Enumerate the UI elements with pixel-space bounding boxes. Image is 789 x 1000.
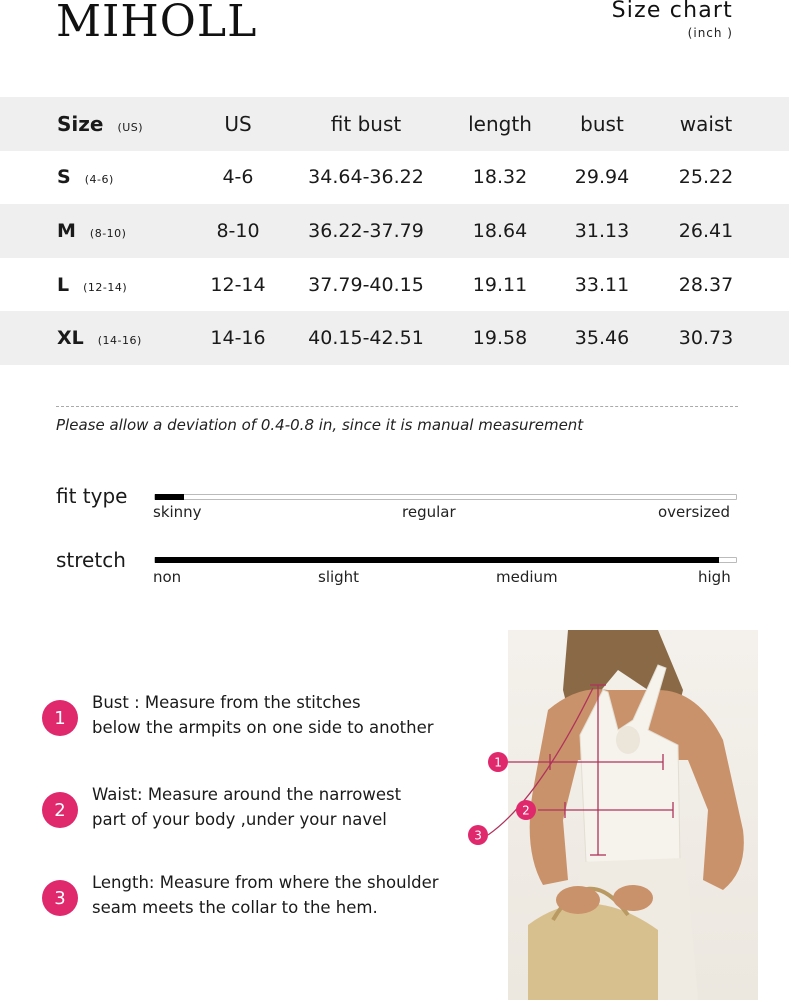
waist-cell: 26.41 — [678, 219, 734, 242]
unit-label: (inch ) — [687, 26, 733, 40]
instruction-text: Length: Measure from where the shoulder seam meets the collar to the hem. — [92, 873, 439, 917]
column-header-length: length — [468, 111, 532, 136]
bust-cell: 31.13 — [574, 219, 630, 242]
size-chart-title: Size chart — [611, 0, 733, 23]
size-name: S — [57, 166, 71, 189]
us-cell: 8-10 — [216, 219, 260, 242]
brand-logo: MIHOLL — [56, 0, 258, 47]
stretch-tick-high: high — [698, 568, 731, 586]
size-name: M — [57, 219, 76, 242]
column-header-fit-bust: fit bust — [330, 111, 402, 136]
size-range: (12-14) — [83, 280, 128, 294]
column-header-us: US — [224, 111, 252, 136]
step-number-badge: 2 — [42, 792, 78, 828]
diagram-marker-3 — [468, 825, 488, 845]
us-cell: 12-14 — [210, 273, 266, 296]
fit-tick-oversized: oversized — [658, 503, 731, 521]
table-header-row — [0, 97, 789, 151]
deviation-note: Please allow a deviation of 0.4-0.8 in, since it is manual measurement — [56, 416, 584, 434]
step-number-badge: 3 — [42, 880, 78, 916]
model-photo — [474, 630, 758, 1000]
bust-cell: 35.46 — [574, 327, 630, 350]
stretch-label: stretch — [56, 548, 126, 572]
knot-shape — [616, 726, 640, 754]
waist-cell: 30.73 — [678, 327, 734, 350]
step-number-badge: 1 — [42, 700, 78, 736]
table-row — [0, 204, 789, 258]
hand-shape — [613, 885, 653, 911]
fit-type-track — [154, 494, 737, 500]
diagram-marker-label: 1 — [494, 755, 502, 770]
us-cell: 14-16 — [210, 327, 266, 350]
instruction-text: Bust : Measure from the stitches below the armpits on one side to another — [92, 693, 434, 737]
size-name: L — [57, 273, 70, 296]
diagram-marker-1 — [488, 752, 508, 772]
divider-dashed — [56, 406, 738, 407]
size-range: (8-10) — [89, 226, 127, 240]
column-header-size-label: Size — [57, 111, 104, 136]
bust-cell: 29.94 — [574, 166, 630, 189]
column-header-size — [0, 112, 200, 136]
waist-cell: 28.37 — [678, 273, 734, 296]
size-cell — [0, 220, 200, 242]
length-cell: 18.64 — [472, 219, 528, 242]
fit-bust-cell: 36.22-37.79 — [308, 219, 424, 242]
length-cell: 19.58 — [472, 327, 528, 350]
stretch-tick-non: non — [153, 568, 182, 586]
column-header-size-sub: (US) — [117, 120, 144, 134]
column-header-bust: bust — [580, 111, 624, 136]
straw-bag-shape — [528, 904, 658, 1000]
table-row — [0, 151, 789, 205]
size-name: XL — [57, 327, 84, 350]
size-cell — [0, 327, 200, 349]
diagram-marker-label: 2 — [522, 803, 530, 818]
fit-tick-regular: regular — [402, 503, 456, 521]
stretch-tick-slight: slight — [318, 568, 360, 586]
fit-bust-cell: 34.64-36.22 — [308, 166, 424, 189]
stretch-tick-medium: medium — [496, 568, 558, 586]
stretch-track — [154, 557, 737, 563]
table-row — [0, 258, 789, 312]
fit-bust-cell: 37.79-40.15 — [308, 273, 424, 296]
hand-shape — [556, 886, 600, 914]
size-table — [0, 97, 789, 365]
size-cell — [0, 274, 200, 296]
fit-tick-skinny: skinny — [153, 503, 202, 521]
diagram-marker-label: 3 — [474, 828, 482, 843]
stretch-indicator — [155, 557, 719, 563]
column-header-waist: waist — [679, 111, 733, 136]
bust-cell: 33.11 — [574, 273, 630, 296]
instruction-text: Waist: Measure around the narrowest part of your body ,under your navel — [92, 785, 402, 829]
us-cell: 4-6 — [222, 166, 254, 189]
waist-cell: 25.22 — [678, 166, 734, 189]
length-cell: 18.32 — [472, 166, 528, 189]
fit-bust-cell: 40.15-42.51 — [308, 327, 424, 350]
size-cell — [0, 166, 200, 188]
size-range: (4-6) — [84, 173, 114, 187]
fit-type-indicator — [155, 494, 184, 500]
diagram-marker-2 — [516, 800, 536, 820]
table-row — [0, 311, 789, 365]
length-cell: 19.11 — [472, 273, 528, 296]
fit-type-label: fit type — [56, 484, 128, 508]
size-range: (14-16) — [97, 334, 142, 348]
